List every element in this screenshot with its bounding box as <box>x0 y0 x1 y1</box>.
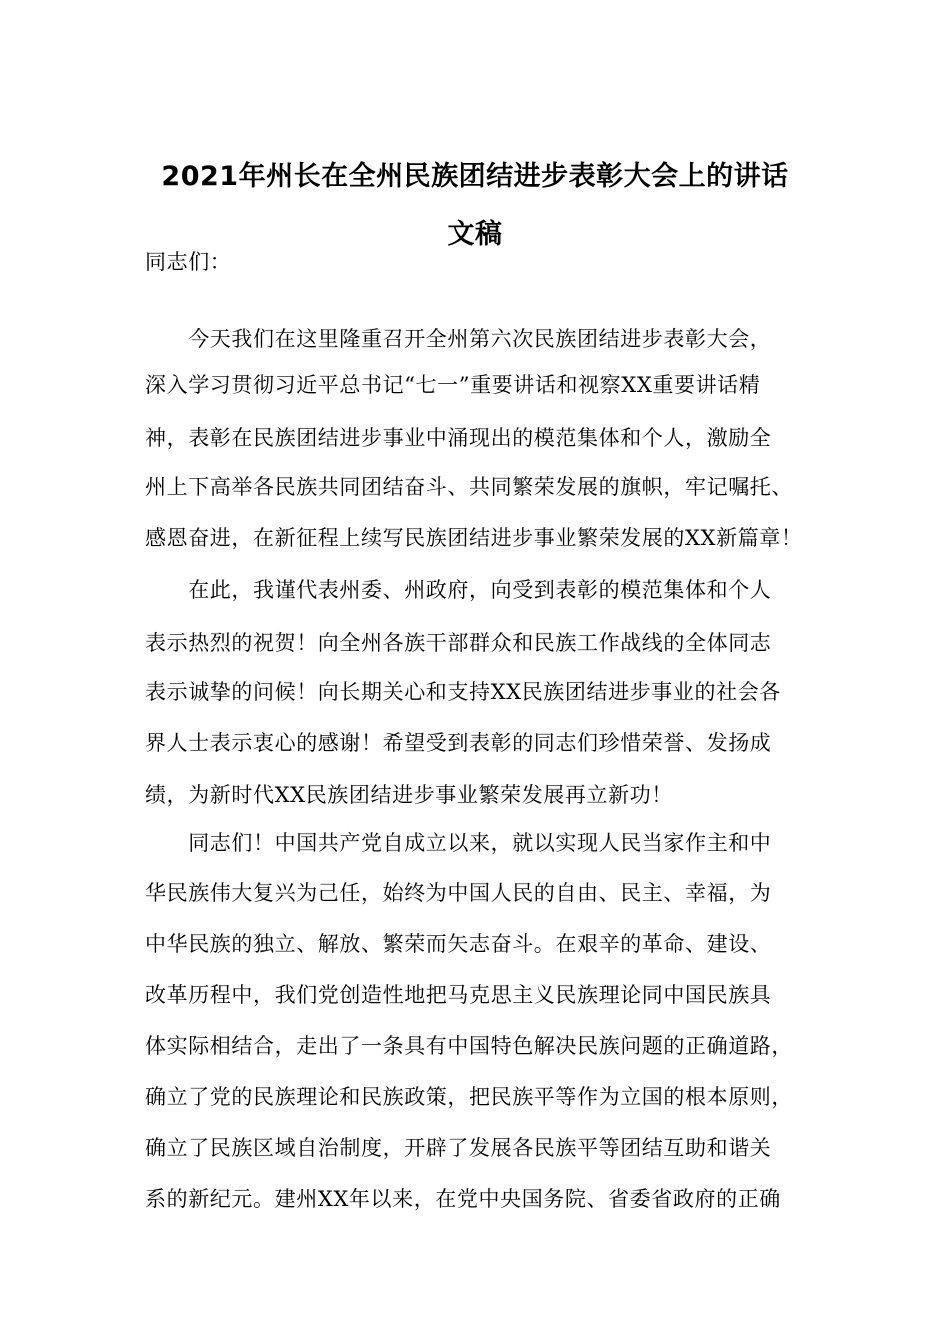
text-line: 改革历程中，我们党创造性地把马克思主义民族理论同中国民族具 <box>145 983 772 1007</box>
text-line: 绩，为新时代XX民族团结进步事业繁荣发展再立新功！ <box>145 783 673 807</box>
text-line: 确立了党的民族理论和民族政策，把民族平等作为立国的根本原则， <box>145 1085 793 1109</box>
text-line: 表示热烈的祝贺！向全州各族干部群众和民族工作战线的全体同志 <box>145 631 772 655</box>
text-line: 同志们！中国共产党自成立以来，就以实现人民当家作主和中 <box>145 831 772 855</box>
text-line: 神，表彰在民族团结进步事业中涌现出的模范集体和个人，激励全 <box>145 426 772 450</box>
title-line-1: 2021年州长在全州民族团结进步表彰大会上的讲话 <box>161 161 789 192</box>
text-line: 确立了民族区域自治制度，开辟了发展各民族平等团结互助和谐关 <box>145 1136 772 1160</box>
text-line: 深入学习贯彻习近平总书记“七一”重要讲话和视察XX重要讲话精 <box>145 373 761 397</box>
text-line: 界人士表示衷心的感谢！希望受到表彰的同志们珍惜荣誉、发扬成 <box>145 731 772 755</box>
text-line: 华民族伟大复兴为己任，始终为中国人民的自由、民主、幸福，为 <box>145 881 772 905</box>
text-line: 今天我们在这里隆重召开全州第六次民族团结进步表彰大会， <box>145 327 772 351</box>
text-line: 体实际相结合，走出了一条具有中国特色解决民族问题的正确道路， <box>145 1034 793 1058</box>
text-line: 中华民族的独立、解放、繁荣而矢志奋斗。在艰辛的革命、建设、 <box>145 932 772 956</box>
text-line: 表示诚挚的问候！向长期关心和支持XX民族团结进步事业的社会各 <box>145 680 781 704</box>
title-line-2: 文稿 <box>447 219 503 250</box>
text-line: 同志们： <box>145 250 232 274</box>
text-line: 州上下高举各民族共同团结奋斗、共同繁荣发展的旗帜，牢记嘱托、 <box>145 475 793 499</box>
text-line: 感恩奋进，在新征程上续写民族团结进步事业繁荣发展的XX新篇章！ <box>145 526 803 550</box>
text-line: 系的新纪元。建州XX年以来，在党中央国务院、省委省政府的正确 <box>145 1187 781 1211</box>
text-line: 在此，我谨代表州委、州政府，向受到表彰的模范集体和个人 <box>145 578 772 602</box>
